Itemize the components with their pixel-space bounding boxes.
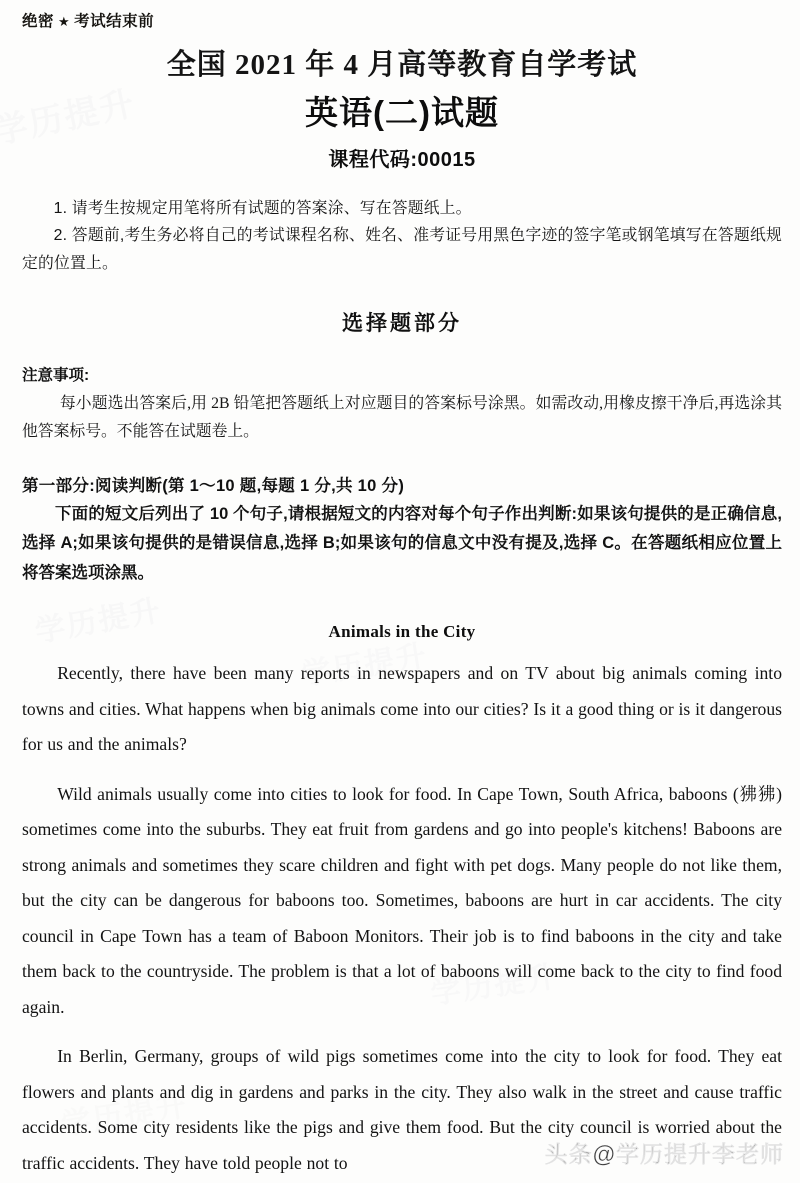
page-title: 全国 2021 年 4 月高等教育自学考试 xyxy=(166,49,638,81)
title-block xyxy=(22,49,782,172)
attention-body: 每小题选出答案后,用 2B 铅笔把答题纸上对应题目的答案标号涂黑。如需改动,用橡皮擦干净后,再选涂其他答案标号。不能答在试题卷上。 xyxy=(22,394,782,440)
course-code-value: :00015 xyxy=(410,149,476,172)
passage-paragraph: Recently, there have been many reports in newspapers and on TV about big animals coming into towns and cities. What happens when big animals come into our cities? Is it a good thing or is it dangerous for us and the animals? xyxy=(22,663,782,755)
passage-paragraph: Wild animals usually come into cities to look for food. In Cape Town, South Africa, baboons (狒狒) sometimes come into the suburbs. They eat fruit from gardens and go into people's kitchens! Baboons are strong animals and sometimes they scare children and fight with pet dogs. Many people do not like them, but the city can be dangerous for baboons too. Sometimes, baboons are hurt in car accidents. The city council in Cape Town has a team of Baboon Monitors. Their job is to find baboons in the city and take them back to the countryside. The problem is that a lot of baboons will come back to the city to find food again. xyxy=(22,783,782,1017)
star-icon: ★ xyxy=(58,14,71,29)
channel-watermark: 头条@学历提升李老师 xyxy=(544,1141,784,1167)
notice-item: 1. 请考生按规定用笔将所有试题的答案涂、写在答题纸上。 xyxy=(53,200,472,218)
section-heading: 选择题部分 xyxy=(342,311,462,335)
part-one-instructions: 下面的短文后列出了 10 个句子,请根据短文的内容对每个句子作出判断:如果该句提供的是正确信息,选择 A;如果该句提供的是错误信息,选择 B;如果该句的信息文中没有提及,选择 C。在答题纸相应位置上将答案选项涂黑。 xyxy=(22,504,782,582)
course-code-label: 课程代码 xyxy=(328,149,411,172)
secrecy-timing-label: 考试结束前 xyxy=(74,13,155,30)
notice-item: 2. 答题前,考生务必将自己的考试课程名称、姓名、准考证号用黑色字迹的签字笔或钢笔填写在答题纸规定的位置上。 xyxy=(22,227,782,272)
attention-label: 注意事项: xyxy=(22,366,90,384)
secrecy-header xyxy=(22,0,782,31)
passage-title: Animals in the City xyxy=(328,622,476,642)
secrecy-label: 绝密 xyxy=(22,13,55,30)
course-code xyxy=(22,143,782,172)
passage-paragraph: In Berlin, Germany, groups of wild pigs sometimes come into the city to look for food. They eat flowers and plants and dig in gardens and parks in the city. They also walk in the street and cause traffic accidents. Some city residents like the pigs and give them food. But the city council is worried about the traffic accidents. They have told people not to xyxy=(22,1046,782,1173)
notices-list xyxy=(22,195,782,276)
subject-title: 英语(二)试题 xyxy=(305,94,499,132)
part-one-title: 第一部分:阅读判断(第 1～10 题,每题 1 分,共 10 分) xyxy=(22,476,405,495)
